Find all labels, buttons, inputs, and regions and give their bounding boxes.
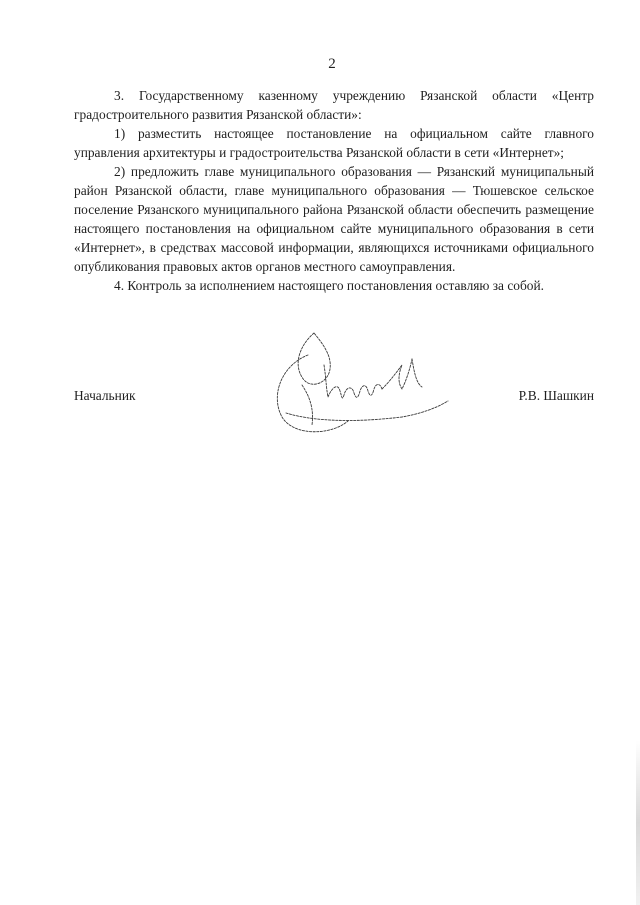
paragraph-item-4: 4. Контроль за исполнением настоящего постановления оставляю за собой. [114, 278, 545, 293]
handwritten-signature [252, 325, 452, 445]
scan-edge-shadow [636, 740, 640, 905]
page-number: 2 [328, 56, 336, 72]
paragraph-subitem-2: 2) предложить главе муниципального образования — Рязанский муниципальный район Рязанской области, главе муниципального образования — Тюшевское сельское поселение Рязанского муниципального района Рязанской области обеспечить размещение настоящего постановления на официальном сайте муниципального образования в сети «Интернет», в средствах массовой информации, являющихся источниками официального опубликования правовых актов органов местного самоуправления. [74, 164, 594, 274]
paragraph-subitem-1: 1) разместить настоящее постановление на официальном сайте главного управления архитектуры и градостроительства Рязанской области в сети «Интернет»; [74, 126, 594, 160]
document-body [74, 86, 594, 295]
signatory-title: Начальник [74, 388, 136, 403]
signature-block [74, 380, 594, 470]
paragraph-item-3: 3. Государственному казенному учреждению Рязанской области «Центр градостроительного развития Рязанской области»: [74, 88, 594, 122]
signatory-name: Р.В. Шашкин [518, 388, 594, 403]
